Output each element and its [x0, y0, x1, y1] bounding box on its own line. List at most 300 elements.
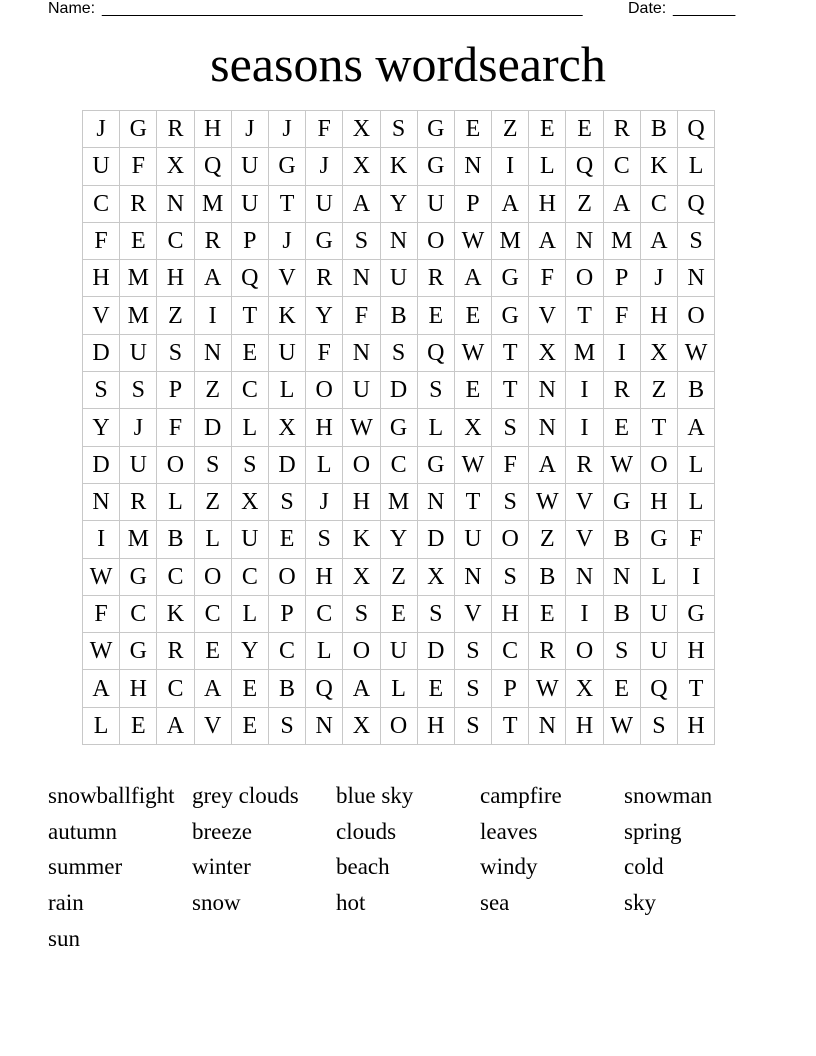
- name-blank-line: ______________________________________________________: [102, 0, 583, 17]
- word-list-item: autumn: [48, 818, 117, 844]
- grid-cell: S: [380, 111, 417, 148]
- grid-cell: S: [492, 409, 529, 446]
- grid-cell: U: [231, 185, 268, 222]
- grid-cell: H: [678, 633, 715, 670]
- grid-cell: A: [454, 260, 491, 297]
- grid-cell: U: [268, 334, 305, 371]
- grid-cell: S: [640, 707, 677, 744]
- grid-cell: N: [566, 558, 603, 595]
- grid-cell: A: [603, 185, 640, 222]
- grid-cell: E: [231, 707, 268, 744]
- grid-cell: W: [529, 670, 566, 707]
- grid-cell: J: [306, 483, 343, 520]
- grid-cell: Q: [678, 111, 715, 148]
- grid-cell: S: [603, 633, 640, 670]
- grid-cell: C: [157, 222, 194, 259]
- grid-cell: S: [306, 521, 343, 558]
- grid-row: [83, 185, 715, 222]
- grid-cell: Q: [417, 334, 454, 371]
- grid-cell: T: [492, 334, 529, 371]
- grid-cell: Y: [380, 185, 417, 222]
- grid-cell: C: [83, 185, 120, 222]
- grid-cell: H: [157, 260, 194, 297]
- grid-cell: S: [492, 558, 529, 595]
- grid-cell: O: [268, 558, 305, 595]
- grid-cell: Z: [157, 297, 194, 334]
- grid-cell: L: [231, 409, 268, 446]
- grid-cell: H: [306, 558, 343, 595]
- grid-cell: T: [268, 185, 305, 222]
- grid-cell: P: [157, 372, 194, 409]
- grid-cell: N: [566, 222, 603, 259]
- grid-cell: W: [454, 334, 491, 371]
- grid-cell: E: [120, 222, 157, 259]
- grid-cell: R: [603, 111, 640, 148]
- grid-cell: X: [343, 707, 380, 744]
- grid-cell: R: [194, 222, 231, 259]
- grid-cell: O: [306, 372, 343, 409]
- grid-cell: Y: [83, 409, 120, 446]
- grid-cell: S: [194, 446, 231, 483]
- grid-cell: X: [157, 148, 194, 185]
- grid-row: [83, 707, 715, 744]
- grid-cell: O: [492, 521, 529, 558]
- grid-cell: V: [566, 521, 603, 558]
- grid-cell: S: [417, 372, 454, 409]
- word-list-item: winter: [192, 854, 251, 880]
- grid-cell: W: [603, 446, 640, 483]
- word-list-item: snowballfight: [48, 783, 175, 808]
- grid-cell: W: [678, 334, 715, 371]
- grid-cell: W: [83, 633, 120, 670]
- grid-cell: S: [454, 670, 491, 707]
- grid-cell: H: [83, 260, 120, 297]
- grid-cell: B: [603, 595, 640, 632]
- grid-cell: T: [640, 409, 677, 446]
- word-list-item: hot: [336, 890, 366, 916]
- grid-cell: J: [268, 111, 305, 148]
- grid-cell: G: [306, 222, 343, 259]
- grid-cell: H: [306, 409, 343, 446]
- grid-cell: D: [417, 633, 454, 670]
- grid-cell: S: [231, 446, 268, 483]
- grid-cell: V: [194, 707, 231, 744]
- grid-cell: E: [529, 595, 566, 632]
- grid-cell: R: [417, 260, 454, 297]
- word-list-item: clouds: [336, 818, 397, 844]
- header-line: [48, 0, 748, 20]
- grid-cell: C: [120, 595, 157, 632]
- grid-row: [83, 558, 715, 595]
- grid-cell: O: [343, 633, 380, 670]
- grid-cell: E: [603, 670, 640, 707]
- grid-cell: F: [306, 334, 343, 371]
- grid-cell: O: [566, 260, 603, 297]
- grid-cell: G: [417, 111, 454, 148]
- grid-cell: J: [83, 111, 120, 148]
- grid-cell: S: [343, 595, 380, 632]
- grid-cell: D: [380, 372, 417, 409]
- grid-cell: H: [343, 483, 380, 520]
- grid-cell: W: [343, 409, 380, 446]
- grid-cell: F: [120, 148, 157, 185]
- grid-cell: D: [268, 446, 305, 483]
- word-list-item: windy: [480, 854, 538, 880]
- grid-cell: S: [417, 595, 454, 632]
- grid-cell: M: [380, 483, 417, 520]
- grid-cell: F: [603, 297, 640, 334]
- grid-cell: L: [83, 707, 120, 744]
- grid-cell: F: [529, 260, 566, 297]
- grid-cell: L: [529, 148, 566, 185]
- grid-cell: L: [157, 483, 194, 520]
- grid-cell: S: [454, 633, 491, 670]
- grid-cell: U: [231, 148, 268, 185]
- grid-cell: Q: [194, 148, 231, 185]
- grid-cell: S: [268, 483, 305, 520]
- grid-cell: S: [380, 334, 417, 371]
- grid-cell: F: [492, 446, 529, 483]
- word-list-item: blue sky: [336, 783, 414, 808]
- grid-cell: K: [343, 521, 380, 558]
- grid-cell: M: [194, 185, 231, 222]
- word-list-item: breeze: [192, 818, 252, 844]
- grid-cell: Z: [640, 372, 677, 409]
- grid-cell: O: [343, 446, 380, 483]
- grid-cell: Z: [380, 558, 417, 595]
- grid-cell: N: [380, 222, 417, 259]
- grid-cell: N: [417, 483, 454, 520]
- grid-cell: R: [603, 372, 640, 409]
- grid-cell: P: [231, 222, 268, 259]
- grid-cell: B: [380, 297, 417, 334]
- grid-cell: D: [194, 409, 231, 446]
- grid-cell: I: [492, 148, 529, 185]
- grid-cell: M: [566, 334, 603, 371]
- grid-cell: W: [83, 558, 120, 595]
- grid-cell: J: [268, 222, 305, 259]
- grid-cell: O: [640, 446, 677, 483]
- grid-cell: X: [454, 409, 491, 446]
- grid-cell: U: [120, 446, 157, 483]
- grid-cell: E: [529, 111, 566, 148]
- word-list-item: rain: [48, 890, 84, 916]
- grid-cell: G: [603, 483, 640, 520]
- grid-cell: G: [120, 558, 157, 595]
- grid-cell: Y: [231, 633, 268, 670]
- grid-cell: R: [120, 483, 157, 520]
- grid-cell: G: [640, 521, 677, 558]
- grid-cell: H: [417, 707, 454, 744]
- grid-cell: Q: [231, 260, 268, 297]
- grid-cell: H: [120, 670, 157, 707]
- grid-cell: S: [268, 707, 305, 744]
- grid-cell: V: [83, 297, 120, 334]
- grid-cell: E: [194, 633, 231, 670]
- grid-cell: G: [120, 111, 157, 148]
- grid-cell: H: [566, 707, 603, 744]
- grid-cell: J: [640, 260, 677, 297]
- word-list-item: beach: [336, 854, 390, 880]
- grid-cell: U: [380, 633, 417, 670]
- grid-cell: G: [417, 148, 454, 185]
- grid-row: [83, 148, 715, 185]
- grid-cell: N: [194, 334, 231, 371]
- grid-cell: I: [83, 521, 120, 558]
- grid-cell: F: [83, 595, 120, 632]
- grid-cell: N: [343, 334, 380, 371]
- grid-cell: W: [454, 446, 491, 483]
- wordsearch-grid: [82, 110, 715, 745]
- grid-cell: Z: [194, 483, 231, 520]
- grid-cell: B: [529, 558, 566, 595]
- grid-cell: Q: [640, 670, 677, 707]
- grid-cell: B: [640, 111, 677, 148]
- grid-row: [83, 670, 715, 707]
- word-list-item: summer: [48, 854, 123, 880]
- grid-cell: V: [566, 483, 603, 520]
- grid-cell: E: [566, 111, 603, 148]
- grid-cell: O: [678, 297, 715, 334]
- grid-cell: D: [83, 334, 120, 371]
- grid-cell: D: [417, 521, 454, 558]
- grid-cell: L: [678, 148, 715, 185]
- grid-cell: L: [678, 483, 715, 520]
- grid-cell: V: [454, 595, 491, 632]
- grid-cell: L: [231, 595, 268, 632]
- grid-row: [83, 222, 715, 259]
- grid-cell: S: [454, 707, 491, 744]
- grid-cell: A: [343, 670, 380, 707]
- grid-cell: Q: [678, 185, 715, 222]
- grid-cell: E: [120, 707, 157, 744]
- word-list-item: campfire: [480, 783, 562, 808]
- word-list-item: cold: [624, 854, 664, 880]
- grid-cell: U: [306, 185, 343, 222]
- grid-cell: X: [343, 558, 380, 595]
- date-label: Date:: [628, 0, 667, 17]
- grid-row: [83, 483, 715, 520]
- grid-cell: G: [492, 297, 529, 334]
- grid-cell: Z: [529, 521, 566, 558]
- grid-cell: B: [268, 670, 305, 707]
- grid-cell: T: [492, 372, 529, 409]
- grid-cell: K: [268, 297, 305, 334]
- grid-cell: C: [231, 558, 268, 595]
- grid-cell: E: [380, 595, 417, 632]
- grid-cell: A: [529, 222, 566, 259]
- grid-cell: E: [231, 670, 268, 707]
- grid-cell: B: [157, 521, 194, 558]
- word-list-item: snowman: [624, 783, 713, 808]
- grid-cell: X: [231, 483, 268, 520]
- grid-cell: F: [343, 297, 380, 334]
- grid-cell: R: [157, 633, 194, 670]
- grid-cell: L: [194, 521, 231, 558]
- grid-cell: U: [83, 148, 120, 185]
- grid-cell: A: [678, 409, 715, 446]
- grid-cell: G: [268, 148, 305, 185]
- grid-cell: K: [157, 595, 194, 632]
- grid-cell: U: [231, 521, 268, 558]
- grid-cell: B: [678, 372, 715, 409]
- grid-row: [83, 297, 715, 334]
- grid-cell: N: [603, 558, 640, 595]
- grid-row: [83, 334, 715, 371]
- grid-cell: A: [194, 670, 231, 707]
- grid-cell: T: [231, 297, 268, 334]
- grid-cell: N: [454, 148, 491, 185]
- word-list-item: sea: [480, 890, 510, 916]
- grid-cell: R: [566, 446, 603, 483]
- grid-cell: E: [417, 297, 454, 334]
- grid-cell: U: [343, 372, 380, 409]
- grid-cell: J: [120, 409, 157, 446]
- grid-cell: Y: [380, 521, 417, 558]
- grid-cell: J: [306, 148, 343, 185]
- grid-row: [83, 595, 715, 632]
- grid-row: [83, 260, 715, 297]
- grid-cell: G: [380, 409, 417, 446]
- grid-cell: C: [492, 633, 529, 670]
- grid-cell: H: [529, 185, 566, 222]
- word-list-item: snow: [192, 890, 241, 916]
- grid-cell: K: [380, 148, 417, 185]
- grid-cell: I: [566, 409, 603, 446]
- grid-cell: R: [529, 633, 566, 670]
- grid-cell: N: [529, 372, 566, 409]
- grid-row: [83, 111, 715, 148]
- grid-cell: V: [268, 260, 305, 297]
- grid-cell: N: [529, 707, 566, 744]
- grid-cell: L: [640, 558, 677, 595]
- grid-cell: H: [640, 297, 677, 334]
- grid-cell: R: [306, 260, 343, 297]
- name-label: Name:: [48, 0, 96, 17]
- grid-cell: G: [678, 595, 715, 632]
- word-list-item: spring: [624, 818, 682, 844]
- grid-cell: X: [417, 558, 454, 595]
- grid-cell: U: [640, 633, 677, 670]
- grid-cell: W: [603, 707, 640, 744]
- grid-cell: C: [640, 185, 677, 222]
- grid-cell: M: [120, 521, 157, 558]
- word-list: [48, 780, 768, 958]
- grid-cell: T: [492, 707, 529, 744]
- grid-row: [83, 372, 715, 409]
- grid-cell: W: [454, 222, 491, 259]
- page-title: seasons wordsearch: [210, 36, 606, 92]
- grid-cell: P: [492, 670, 529, 707]
- grid-cell: O: [566, 633, 603, 670]
- grid-cell: I: [603, 334, 640, 371]
- grid-cell: E: [603, 409, 640, 446]
- grid-cell: I: [566, 372, 603, 409]
- grid-cell: A: [83, 670, 120, 707]
- grid-cell: E: [454, 372, 491, 409]
- grid-cell: E: [231, 334, 268, 371]
- grid-cell: X: [566, 670, 603, 707]
- grid-cell: C: [157, 558, 194, 595]
- date-blank-line: _______: [673, 0, 736, 17]
- grid-cell: L: [306, 446, 343, 483]
- grid-cell: H: [492, 595, 529, 632]
- grid-cell: A: [157, 707, 194, 744]
- grid-cell: N: [529, 409, 566, 446]
- grid-cell: M: [603, 222, 640, 259]
- grid-cell: A: [529, 446, 566, 483]
- grid-cell: I: [678, 558, 715, 595]
- grid-cell: P: [454, 185, 491, 222]
- grid-cell: U: [454, 521, 491, 558]
- grid-cell: L: [380, 670, 417, 707]
- grid-cell: A: [492, 185, 529, 222]
- grid-cell: R: [120, 185, 157, 222]
- grid-cell: F: [306, 111, 343, 148]
- grid-cell: O: [194, 558, 231, 595]
- grid-cell: U: [120, 334, 157, 371]
- grid-cell: X: [268, 409, 305, 446]
- grid-cell: S: [120, 372, 157, 409]
- grid-cell: Q: [306, 670, 343, 707]
- grid-cell: U: [640, 595, 677, 632]
- grid-row: [83, 409, 715, 446]
- grid-cell: X: [640, 334, 677, 371]
- word-list-item: leaves: [480, 818, 538, 844]
- grid-cell: S: [492, 483, 529, 520]
- grid-cell: G: [417, 446, 454, 483]
- grid-cell: S: [157, 334, 194, 371]
- word-list-item: grey clouds: [192, 783, 299, 808]
- grid-cell: U: [380, 260, 417, 297]
- grid-cell: F: [678, 521, 715, 558]
- grid-cell: N: [343, 260, 380, 297]
- grid-cell: X: [343, 148, 380, 185]
- grid-cell: C: [603, 148, 640, 185]
- grid-cell: C: [306, 595, 343, 632]
- grid-row: [83, 521, 715, 558]
- grid-cell: E: [268, 521, 305, 558]
- grid-cell: M: [492, 222, 529, 259]
- grid-cell: X: [529, 334, 566, 371]
- grid-cell: I: [566, 595, 603, 632]
- grid-cell: F: [83, 222, 120, 259]
- grid-cell: M: [120, 260, 157, 297]
- grid-cell: H: [640, 483, 677, 520]
- grid-cell: Q: [566, 148, 603, 185]
- grid-cell: H: [678, 707, 715, 744]
- grid-cell: A: [640, 222, 677, 259]
- grid-row: [83, 633, 715, 670]
- grid-cell: A: [194, 260, 231, 297]
- grid-cell: F: [157, 409, 194, 446]
- grid-cell: G: [492, 260, 529, 297]
- grid-cell: Y: [306, 297, 343, 334]
- grid-cell: K: [640, 148, 677, 185]
- grid-cell: S: [678, 222, 715, 259]
- grid-cell: U: [417, 185, 454, 222]
- grid-cell: C: [268, 633, 305, 670]
- grid-cell: R: [157, 111, 194, 148]
- word-list-item: sky: [624, 890, 656, 916]
- grid-cell: L: [678, 446, 715, 483]
- grid-cell: O: [380, 707, 417, 744]
- grid-cell: M: [120, 297, 157, 334]
- word-list-item: sun: [48, 925, 80, 951]
- grid-cell: W: [529, 483, 566, 520]
- grid-cell: X: [343, 111, 380, 148]
- grid-cell: E: [417, 670, 454, 707]
